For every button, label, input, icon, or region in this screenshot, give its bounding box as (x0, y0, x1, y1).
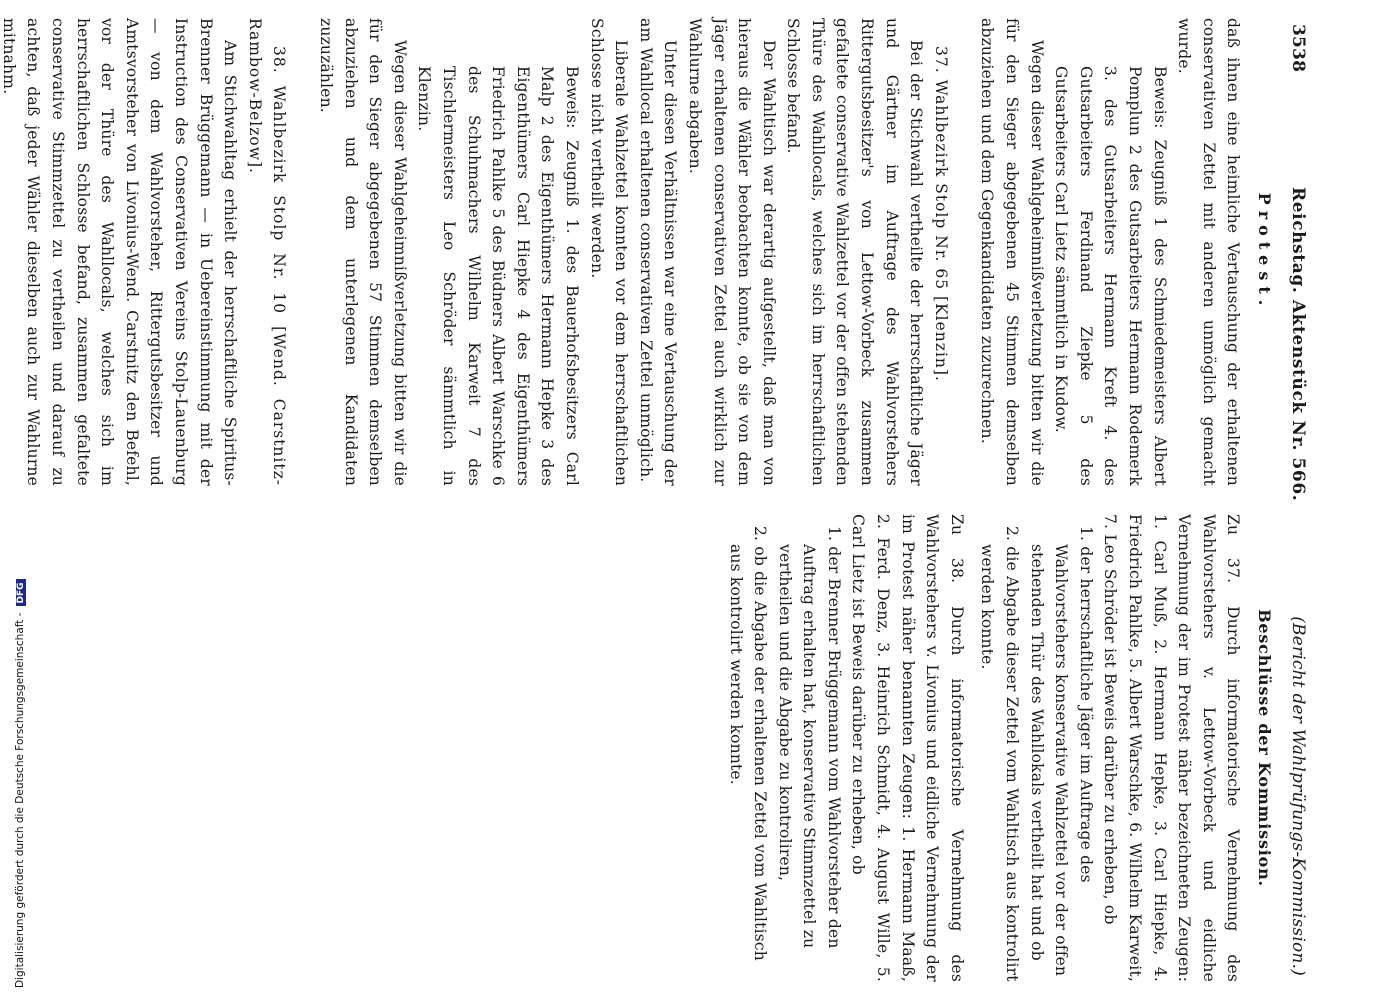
resolution-37-list-item: 1. der herrschaftliche Jäger im Auftrage des Wahlvorstehers konservative Wahlzettel vor der offen stehenden Thür des Wahllokals vertheilt hat und ob (1027, 526, 1095, 977)
resolution-37-list-item: 2. die Abgabe dieser Zettel vom Wahltisch aus kontrolirt werden konnte. (978, 526, 1022, 982)
section-38-title: 38. Wahlbezirk Stolp Nr. 10 [Wend. Carstnitz-Rambow-Belzow]. (245, 18, 289, 486)
protest-paragraph: Wegen dieser Wahlgeheimnißverletzung bitten wir die für den Sieger abgegebenen 45 Stimmen demselben abzuziehen und dem Gegenkandidaten zuzurechnen. (978, 18, 1046, 486)
section-37-paragraph: Unter diesen Verhältnissen war eine Vertauschung der am Wahllocal erhaltenen conservativen Zettel unmöglich. (636, 18, 680, 486)
funding-notice-text: Digitalisierung gefördert durch die Deutsche Forschungsgemeinschaft - (14, 612, 26, 988)
running-header (1282, 18, 1310, 982)
resolution-38-intro: Zu 38. Durch informatorische Vernehmung des Wahlvorstehers v. Livonius und eidliche Vernehmung der im Protest näher benannten Zeugen: 1. Hermann Maaß, 2. Ferd. Denz, 3. Heinrich Schmidt, 4. August Wille, 5. Carl Lietz ist Beweis darüber zu erheben, ob (849, 514, 966, 982)
section-37-paragraph: Wegen dieser Wahlgeheimnißverletzung bitten wir die für den Sieger abgegebenen 57 Stimmen demselben abzuziehen und dem unterlegenen Kandidaten zuzuzählen. (317, 18, 409, 486)
page-subtitle: (Bericht der Wahlprüfungs-Kommission.) (1288, 616, 1308, 976)
resolution-38-list-item: 2. ob die Abgabe der erhaltenen Zettel vom Wahltisch aus kontrolirt werden konnte. (726, 526, 770, 961)
section-38-paragraph: Am Stichwahltag erhielt der herrschaftliche Spiritus-Brenner Brüggemann — in Uebereinstimmung mit der Instruction des Conservativen Vereins Stolp-Lauenburg — von dem Wahlvorsteher, Rittergutsbesitzer und Amtsvorsteher von Livonius-Wend. Carstnitz den Befehl, vor der Thüre des Wahllocals, welches sich im herrschaftlichen Schlosse befand, zusammen gefaltete conservative Stimmzettel zu vertheilen und darauf zu achten, daß jeder Wähler dieselben auch zur Wahlurne mitnahm. (0, 18, 240, 486)
evidence-paragraph: Beweis: Zeugniß 1 des Schmiedemeisters Albert Pomplun 2 des Gutsarbeiters Hermann Rodemerk 3. des Gutsarbeiters Hermann Kreft 4. des Gutsarbeiters Ferdinand Ziepke 5 des Gutsarbeiters Carl Lietz sämmtlich in Kudow. (1052, 66, 1169, 486)
page-number: 3538 (1288, 24, 1308, 73)
resolutions-column (0, 514, 1276, 982)
section-37-evidence: Beweis: Zeugniß 1. des Bauerhofsbesitzers Carl Malp 2 des Eigenthümers Hermann Hepke 3 des Eigenthümers Carl Hiepke 4 des Eigenthümers Friedrich Pahlke 5 des Büdners Albert Warschke 6 des Schuhmachers Wilhelm Karweit 7 des Tischlermeisters Leo Schröder sämmtlich in Klenzin. (415, 66, 581, 486)
section-37-paragraph: Der Wahltisch war derartig aufgestellt, daß man von hieraus die Wähler beobachten konnte, ob sie von dem Jäger erhaltenen conservativen Zettel auch wirklich zur Wahlurne abgaben. (685, 18, 778, 486)
page-title: Reichstag. Aktenstück Nr. 566. (1288, 187, 1308, 502)
dfg-logo: DFG (16, 579, 26, 606)
section-37-paragraph: Bei der Stichwahl vertheilte der herrschaftliche Jäger und Gärtner im Auftrage des Wahlvorstehers Rittergutsbesitzer's von Lettow-Vorbeck zusammen gefaltete conservative Wahlzettel vor der offen stehenden Thüre des Wahllocals, welches sich im herrschaftlichen Schlosse befand. (784, 18, 926, 486)
section-37-paragraph: Liberale Wahlzettel konnten vor dem herrschaftlichen Schlosse nicht vertheilt werden. (587, 18, 631, 486)
resolution-37-intro: Zu 37. Durch informatorische Vernehmung des Wahlvorstehers v. Lettow-Vorbeck und eidliche Vernehmung der im Protest näher bezeichneten Zeugen: 1. Carl Muß, 2. Hermann Hepke, 3. Carl Hiepke, 4. Friedrich Pahlke, 5. Albert Warschke, 6. Wilhelm Karweit, 7. Leo Schröder ist Beweis darüber zu erheben, ob (1101, 514, 1243, 982)
protest-heading: Protest. (1255, 192, 1274, 312)
section-37-title: 37. Wahlbezirk Stolp Nr. 65 [Klenzin]. (931, 46, 950, 382)
two-column-body (0, 18, 1276, 982)
resolutions-heading: Beschlüsse der Kommission. (1255, 609, 1274, 887)
protest-paragraph: daß ihnen eine heimliche Vertauschung der erhaltenen conservativen Zettel mit anderen unmöglich gemacht wurde. (1175, 18, 1243, 486)
resolution-38-list-item: 1. der Brenner Brüggemann vom Wahlvorsteher den Auftrag erhalten hat, konservative Stimmzettel zu vertheilen und die Abgabe zu kontroliren, (775, 526, 843, 949)
protest-column (0, 18, 1276, 486)
